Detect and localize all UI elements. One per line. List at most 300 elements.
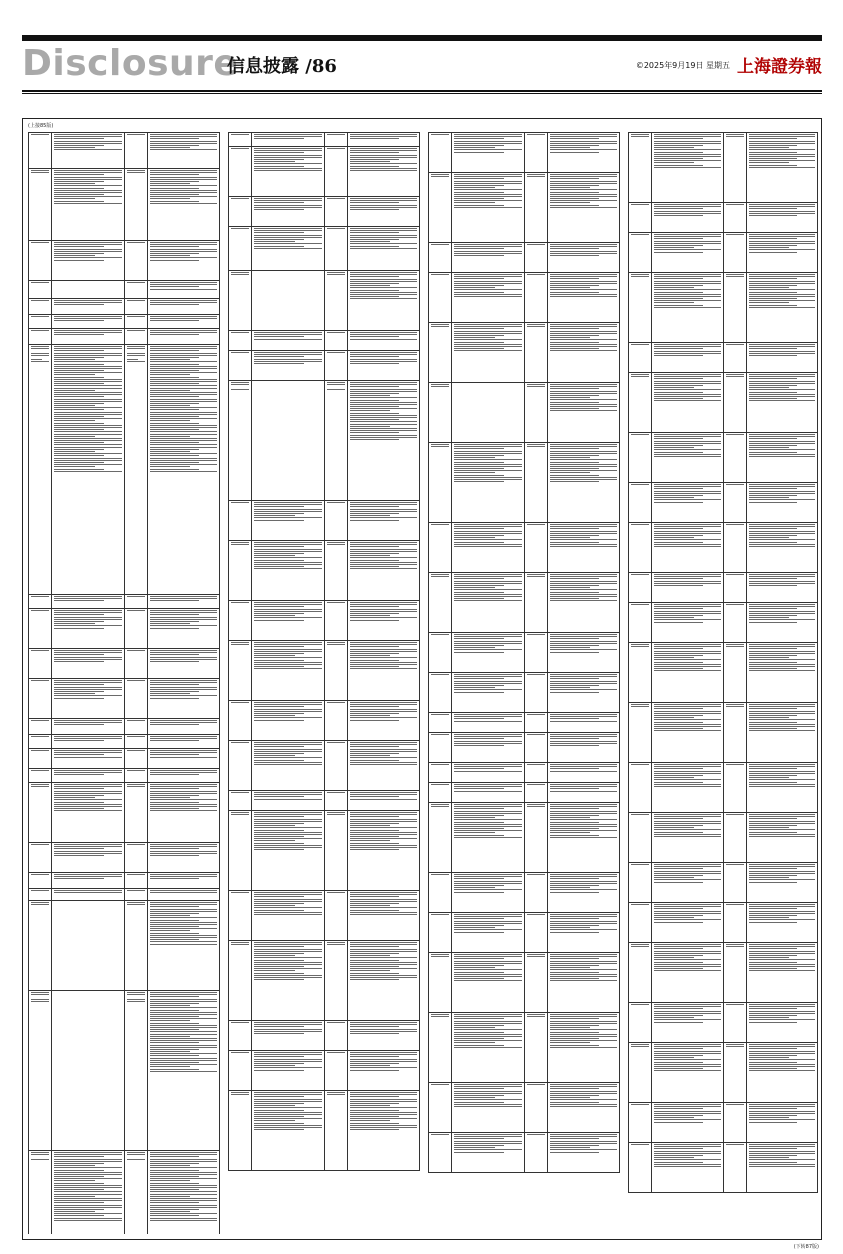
original-clause-cell: [652, 373, 724, 433]
table-row: [29, 769, 220, 783]
table-row: [229, 227, 420, 271]
article-number-cell: [124, 169, 147, 241]
article-number-cell: [723, 863, 746, 903]
revised-clause-cell: [547, 243, 620, 273]
article-number-cell: [629, 1043, 652, 1103]
article-number-cell: [629, 523, 652, 573]
article-number-cell: [629, 813, 652, 863]
table-row: [29, 901, 220, 991]
original-clause-cell: [252, 701, 325, 741]
revised-clause-cell: [746, 863, 818, 903]
article-number-cell: [429, 1133, 452, 1173]
original-clause-cell: [252, 741, 325, 791]
article-number-cell: [324, 331, 347, 351]
article-number-cell: [524, 733, 547, 763]
revised-clause-cell: [547, 913, 620, 953]
article-number-cell: [723, 903, 746, 943]
article-number-cell: [229, 1051, 252, 1091]
table-row: [629, 203, 818, 233]
revised-clause-cell: [147, 169, 220, 241]
article-number-cell: [124, 901, 147, 991]
article-number-cell: [524, 1013, 547, 1083]
article-number-cell: [429, 443, 452, 523]
article-number-cell: [29, 649, 52, 679]
original-clause-cell: [52, 749, 125, 769]
article-number-cell: [629, 703, 652, 763]
original-clause-cell: [252, 501, 325, 541]
article-number-cell: [324, 147, 347, 197]
table-row: [429, 733, 620, 763]
table-row: [629, 943, 818, 1003]
table-row: [629, 1143, 818, 1193]
section-title: 信息披露 /86: [227, 56, 337, 77]
original-clause-cell: [452, 913, 525, 953]
article-number-cell: [324, 741, 347, 791]
table-row: [29, 843, 220, 873]
revised-clause-cell: [347, 351, 420, 381]
original-clause-cell: [52, 281, 125, 299]
article-number-cell: [29, 299, 52, 315]
revised-clause-cell: [746, 343, 818, 373]
article-number-cell: [429, 243, 452, 273]
revised-clause-cell: [147, 299, 220, 315]
original-clause-cell: [252, 147, 325, 197]
article-number-cell: [29, 873, 52, 889]
article-number-cell: [229, 701, 252, 741]
original-clause-cell: [652, 133, 724, 203]
table-row: [429, 803, 620, 873]
table-row: [629, 813, 818, 863]
revised-clause-cell: [347, 741, 420, 791]
article-number-cell: [324, 891, 347, 941]
table-row: [229, 811, 420, 891]
original-clause-cell: [52, 595, 125, 609]
article-number-cell: [229, 941, 252, 1021]
revised-clause-cell: [347, 701, 420, 741]
revised-clause-cell: [746, 203, 818, 233]
original-clause-cell: [52, 889, 125, 901]
table-row: [229, 381, 420, 501]
original-clause-cell: [452, 243, 525, 273]
brand-wordmark: Disclosure: [22, 43, 239, 84]
revised-clause-cell: [547, 1133, 620, 1173]
original-clause-cell: [652, 643, 724, 703]
article-number-cell: [629, 233, 652, 273]
article-number-cell: [29, 735, 52, 749]
article-number-cell: [229, 541, 252, 601]
article-number-cell: [124, 749, 147, 769]
article-number-cell: [429, 1013, 452, 1083]
article-number-cell: [429, 1083, 452, 1133]
original-clause-cell: [252, 941, 325, 1021]
article-number-cell: [429, 803, 452, 873]
article-number-cell: [723, 643, 746, 703]
original-clause-cell: [52, 719, 125, 735]
article-number-cell: [324, 701, 347, 741]
amendment-table: [428, 132, 620, 1173]
table-row: [629, 523, 818, 573]
table-row: [29, 1151, 220, 1235]
original-clause-cell: [452, 713, 525, 733]
table-row: [29, 595, 220, 609]
original-clause-cell: [452, 1013, 525, 1083]
original-clause-cell: [252, 1051, 325, 1091]
article-number-cell: [29, 345, 52, 595]
continued-note: (下转87版): [793, 1244, 819, 1250]
article-number-cell: [723, 203, 746, 233]
article-number-cell: [429, 523, 452, 573]
amendment-table: [28, 132, 220, 1234]
original-clause-cell: [652, 1143, 724, 1193]
original-clause-cell: [252, 541, 325, 601]
table-row: [229, 351, 420, 381]
original-clause-cell: [52, 315, 125, 329]
original-clause-cell: [52, 649, 125, 679]
article-number-cell: [524, 633, 547, 673]
article-number-cell: [324, 197, 347, 227]
table-row: [29, 241, 220, 281]
revised-clause-cell: [547, 523, 620, 573]
article-number-cell: [324, 381, 347, 501]
table-row: [229, 741, 420, 791]
original-clause-cell: [52, 299, 125, 315]
table-row: [229, 601, 420, 641]
table-row: [429, 1083, 620, 1133]
table-row: [229, 331, 420, 351]
original-clause-cell: [452, 733, 525, 763]
revised-clause-cell: [147, 769, 220, 783]
article-number-cell: [723, 133, 746, 203]
table-row: [629, 763, 818, 813]
revised-clause-cell: [147, 873, 220, 889]
article-number-cell: [324, 601, 347, 641]
table-row: [229, 197, 420, 227]
revised-clause-cell: [147, 783, 220, 843]
article-number-cell: [524, 913, 547, 953]
article-number-cell: [124, 735, 147, 749]
article-number-cell: [723, 703, 746, 763]
article-number-cell: [629, 203, 652, 233]
original-clause-cell: [452, 953, 525, 1013]
table-row: [229, 941, 420, 1021]
revised-clause-cell: [746, 1143, 818, 1193]
original-clause-cell: [52, 241, 125, 281]
revised-clause-cell: [746, 703, 818, 763]
revised-clause-cell: [746, 373, 818, 433]
article-number-cell: [524, 783, 547, 803]
article-number-cell: [723, 343, 746, 373]
revised-clause-cell: [147, 719, 220, 735]
article-number-cell: [229, 381, 252, 501]
article-number-cell: [723, 233, 746, 273]
revised-clause-cell: [547, 383, 620, 443]
article-number-cell: [429, 913, 452, 953]
article-number-cell: [723, 433, 746, 483]
article-number-cell: [229, 147, 252, 197]
article-number-cell: [324, 271, 347, 331]
revised-clause-cell: [547, 443, 620, 523]
table-row: [629, 863, 818, 903]
article-number-cell: [229, 197, 252, 227]
article-number-cell: [229, 1021, 252, 1051]
original-clause-cell: [52, 133, 125, 169]
original-clause-cell: [652, 1043, 724, 1103]
article-number-cell: [723, 813, 746, 863]
revised-clause-cell: [147, 133, 220, 169]
article-number-cell: [324, 351, 347, 381]
article-number-cell: [524, 953, 547, 1013]
table-row: [629, 573, 818, 603]
original-clause-cell: [52, 991, 125, 1151]
article-number-cell: [29, 329, 52, 345]
article-number-cell: [629, 1143, 652, 1193]
table-row: [629, 1103, 818, 1143]
article-number-cell: [229, 891, 252, 941]
table-row: [29, 169, 220, 241]
original-clause-cell: [452, 1083, 525, 1133]
article-number-cell: [29, 133, 52, 169]
original-clause-cell: [52, 609, 125, 649]
article-number-cell: [629, 373, 652, 433]
table-row: [29, 329, 220, 345]
revised-clause-cell: [547, 133, 620, 173]
revised-clause-cell: [547, 323, 620, 383]
revised-clause-cell: [147, 315, 220, 329]
article-number-cell: [29, 991, 52, 1151]
article-number-cell: [124, 679, 147, 719]
revised-clause-cell: [147, 991, 220, 1151]
revised-clause-cell: [347, 1051, 420, 1091]
article-number-cell: [429, 873, 452, 913]
revised-clause-cell: [147, 649, 220, 679]
revised-clause-cell: [547, 803, 620, 873]
article-number-cell: [524, 273, 547, 323]
revised-clause-cell: [746, 763, 818, 813]
revised-clause-cell: [746, 1003, 818, 1043]
original-clause-cell: [52, 735, 125, 749]
article-number-cell: [229, 501, 252, 541]
original-clause-cell: [52, 901, 125, 991]
original-clause-cell: [252, 601, 325, 641]
article-number-cell: [429, 573, 452, 633]
article-number-cell: [229, 227, 252, 271]
article-number-cell: [229, 811, 252, 891]
table-row: [629, 1003, 818, 1043]
original-clause-cell: [452, 443, 525, 523]
revised-clause-cell: [347, 501, 420, 541]
article-number-cell: [29, 609, 52, 649]
revised-clause-cell: [147, 749, 220, 769]
revised-clause-cell: [746, 483, 818, 523]
article-number-cell: [29, 769, 52, 783]
original-clause-cell: [252, 791, 325, 811]
revised-clause-cell: [746, 903, 818, 943]
revised-clause-cell: [147, 281, 220, 299]
article-number-cell: [524, 523, 547, 573]
article-number-cell: [29, 901, 52, 991]
revised-clause-cell: [147, 735, 220, 749]
revised-clause-cell: [746, 1103, 818, 1143]
article-number-cell: [229, 741, 252, 791]
revised-clause-cell: [547, 1013, 620, 1083]
article-number-cell: [629, 433, 652, 483]
article-number-cell: [29, 281, 52, 299]
article-number-cell: [429, 383, 452, 443]
article-number-cell: [629, 903, 652, 943]
article-number-cell: [324, 227, 347, 271]
article-number-cell: [324, 811, 347, 891]
table-row: [429, 523, 620, 573]
column-1: [28, 132, 220, 1234]
revised-clause-cell: [347, 227, 420, 271]
article-number-cell: [124, 315, 147, 329]
article-number-cell: [723, 273, 746, 343]
article-number-cell: [124, 843, 147, 873]
revised-clause-cell: [347, 641, 420, 701]
article-number-cell: [629, 1103, 652, 1143]
table-row: [229, 271, 420, 331]
article-number-cell: [524, 803, 547, 873]
continuation-note: (上接85版): [28, 123, 54, 129]
revised-clause-cell: [547, 763, 620, 783]
table-row: [429, 633, 620, 673]
table-row: [429, 273, 620, 323]
original-clause-cell: [652, 483, 724, 523]
article-number-cell: [124, 281, 147, 299]
revised-clause-cell: [347, 601, 420, 641]
original-clause-cell: [652, 203, 724, 233]
article-number-cell: [429, 783, 452, 803]
table-row: [229, 1091, 420, 1171]
original-clause-cell: [452, 573, 525, 633]
table-row: [229, 891, 420, 941]
original-clause-cell: [252, 381, 325, 501]
article-number-cell: [324, 641, 347, 701]
revised-clause-cell: [147, 329, 220, 345]
table-row: [29, 649, 220, 679]
article-number-cell: [124, 873, 147, 889]
original-clause-cell: [452, 763, 525, 783]
revised-clause-cell: [347, 791, 420, 811]
original-clause-cell: [652, 903, 724, 943]
table-row: [429, 913, 620, 953]
top-rule: [22, 35, 822, 41]
revised-clause-cell: [147, 901, 220, 991]
article-number-cell: [124, 769, 147, 783]
article-number-cell: [29, 843, 52, 873]
article-number-cell: [29, 315, 52, 329]
article-number-cell: [629, 643, 652, 703]
article-number-cell: [629, 133, 652, 203]
revised-clause-cell: [547, 873, 620, 913]
table-row: [629, 1043, 818, 1103]
original-clause-cell: [252, 271, 325, 331]
revised-clause-cell: [147, 889, 220, 901]
article-number-cell: [723, 573, 746, 603]
article-number-cell: [229, 641, 252, 701]
article-number-cell: [124, 889, 147, 901]
article-number-cell: [429, 733, 452, 763]
table-row: [629, 233, 818, 273]
article-number-cell: [429, 133, 452, 173]
article-number-cell: [29, 1151, 52, 1235]
article-number-cell: [629, 343, 652, 373]
revised-clause-cell: [746, 573, 818, 603]
original-clause-cell: [252, 197, 325, 227]
article-number-cell: [524, 763, 547, 783]
article-number-cell: [429, 173, 452, 243]
original-clause-cell: [452, 673, 525, 713]
masthead-rule: [22, 90, 822, 92]
article-number-cell: [723, 1043, 746, 1103]
article-number-cell: [324, 791, 347, 811]
revised-clause-cell: [547, 713, 620, 733]
original-clause-cell: [652, 863, 724, 903]
original-clause-cell: [452, 273, 525, 323]
revised-clause-cell: [347, 331, 420, 351]
article-number-cell: [723, 523, 746, 573]
original-clause-cell: [452, 383, 525, 443]
article-number-cell: [324, 501, 347, 541]
table-row: [429, 243, 620, 273]
article-number-cell: [429, 323, 452, 383]
masthead-rule-thin: [22, 93, 822, 94]
article-number-cell: [324, 1091, 347, 1171]
article-number-cell: [29, 169, 52, 241]
original-clause-cell: [452, 873, 525, 913]
article-number-cell: [524, 573, 547, 633]
table-row: [29, 889, 220, 901]
original-clause-cell: [652, 573, 724, 603]
article-number-cell: [524, 1133, 547, 1173]
article-number-cell: [629, 763, 652, 813]
revised-clause-cell: [547, 953, 620, 1013]
original-clause-cell: [52, 1151, 125, 1235]
article-number-cell: [124, 241, 147, 281]
article-number-cell: [29, 595, 52, 609]
original-clause-cell: [452, 523, 525, 573]
revised-clause-cell: [347, 147, 420, 197]
article-number-cell: [524, 243, 547, 273]
revised-clause-cell: [746, 943, 818, 1003]
table-row: [29, 315, 220, 329]
original-clause-cell: [252, 641, 325, 701]
article-number-cell: [723, 1143, 746, 1193]
original-clause-cell: [652, 1103, 724, 1143]
original-clause-cell: [452, 323, 525, 383]
article-number-cell: [429, 673, 452, 713]
revised-clause-cell: [547, 1083, 620, 1133]
table-row: [29, 345, 220, 595]
table-row: [629, 703, 818, 763]
original-clause-cell: [452, 783, 525, 803]
revised-clause-cell: [347, 941, 420, 1021]
table-row: [429, 763, 620, 783]
table-row: [429, 443, 620, 523]
revised-clause-cell: [547, 783, 620, 803]
table-row: [29, 873, 220, 889]
article-number-cell: [524, 673, 547, 713]
original-clause-cell: [52, 169, 125, 241]
revised-clause-cell: [746, 523, 818, 573]
article-number-cell: [629, 483, 652, 523]
article-number-cell: [29, 749, 52, 769]
table-row: [29, 679, 220, 719]
revised-clause-cell: [746, 813, 818, 863]
article-number-cell: [524, 443, 547, 523]
table-row: [429, 673, 620, 713]
original-clause-cell: [652, 943, 724, 1003]
